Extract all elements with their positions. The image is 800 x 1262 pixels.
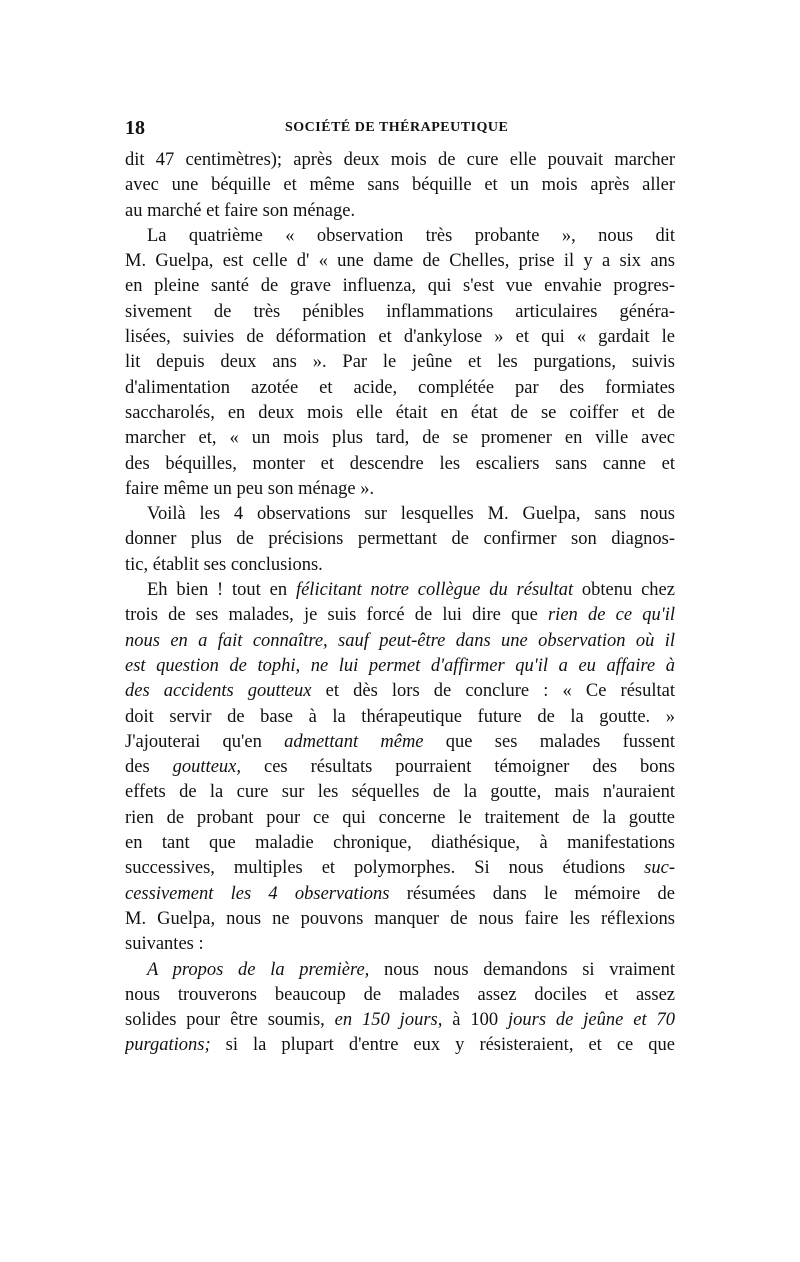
text-segment: trois de ses malades, je suis forcé de lui dire que (125, 605, 548, 626)
text-line (125, 654, 675, 679)
text-line (125, 553, 675, 578)
text-segment: faire même un peu son ménage ». (125, 478, 375, 499)
text-segment: sivement de très pénibles inflammations articulaires généra- (125, 301, 675, 322)
text-segment: suivantes : (125, 934, 204, 955)
text-line (125, 527, 675, 552)
italic-text-segment: en 150 jours, (334, 1010, 443, 1031)
italic-text-segment: est question de tophi, ne lui permet d'affirmer qu'il a eu affaire à (125, 655, 675, 676)
text-segment: en pleine santé de grave influenza, qui s'est vue envahie progres- (125, 276, 675, 297)
text-line (125, 958, 675, 983)
text-line (125, 806, 675, 831)
text-segment: M. Guelpa, est celle d' « une dame de Chelles, prise il y a six ans (125, 251, 675, 272)
text-segment: lit depuis deux ans ». Par le jeûne et les purgations, suivis (125, 352, 675, 373)
text-segment: obtenu chez (573, 580, 675, 601)
text-segment: que ses malades fussent (423, 731, 675, 752)
italic-text-segment: nous en a fait connaître, sauf peut-être dans une observation où il (125, 630, 675, 651)
text-segment: La quatrième « observation très probante », nous dit (147, 225, 675, 246)
text-line (125, 173, 675, 198)
text-line (125, 932, 675, 957)
running-head: SOCIÉTÉ DE THÉRAPEUTIQUE (285, 120, 509, 135)
text-line (125, 325, 675, 350)
text-segment: d'alimentation azotée et acide, complétée par des formiates (125, 377, 675, 398)
text-line (125, 856, 675, 881)
text-segment: lisées, suivies de déformation et d'ankylose » et qui « gardait le (125, 327, 675, 348)
text-line (125, 907, 675, 932)
text-segment: en tant que maladie chronique, diathésique, à manifestations (125, 833, 675, 854)
text-segment: rien de probant pour ce qui concerne le traitement de la goutte (125, 807, 675, 828)
italic-text-segment: cessivement les 4 observations (125, 883, 390, 904)
text-line (125, 401, 675, 426)
text-segment: au marché et faire son ménage. (125, 200, 356, 221)
text-segment: résumées dans le mémoire de (389, 883, 675, 904)
body-text (125, 148, 675, 1059)
text-line (125, 755, 675, 780)
text-segment: Voilà les 4 observations sur lesquelles M. Guelpa, sans nous (147, 504, 675, 525)
text-line (125, 300, 675, 325)
italic-text-segment: félicitant notre collègue du résultat (295, 580, 574, 601)
text-line (125, 882, 675, 907)
text-segment: donner plus de précisions permettant de confirmer son diagnos- (125, 529, 675, 550)
text-line (125, 730, 675, 755)
text-line (125, 350, 675, 375)
text-line (125, 426, 675, 451)
italic-text-segment: A propos de la première, (147, 959, 370, 980)
text-segment: saccharolés, en deux mois elle était en état de se coiffer et de (125, 402, 675, 423)
italic-text-segment: admettant même (284, 731, 424, 752)
text-segment: si la plupart d'entre eux y résisteraient, et ce que (210, 1035, 675, 1056)
text-line (125, 376, 675, 401)
text-line (125, 831, 675, 856)
text-segment: et dès lors de conclure : « Ce résultat (311, 681, 675, 702)
text-segment: des béquilles, monter et descendre les escaliers sans canne et (125, 453, 675, 474)
text-segment: des (125, 757, 173, 778)
text-segment: M. Guelpa, nous ne pouvons manquer de nous faire les réflexions (125, 908, 675, 929)
text-line (125, 502, 675, 527)
text-segment: nous nous demandons si vraiment (369, 959, 675, 980)
text-segment: solides pour être soumis, (125, 1010, 335, 1031)
text-segment: ces résultats pourraient témoigner des bons (241, 757, 675, 778)
text-line (125, 780, 675, 805)
italic-text-segment: rien de ce qu'il (547, 605, 675, 626)
text-line (125, 705, 675, 730)
text-line (125, 983, 675, 1008)
text-line (125, 1033, 675, 1058)
text-line (125, 477, 675, 502)
text-segment: nous trouverons beaucoup de malades assez dociles et assez (125, 984, 675, 1005)
text-line (125, 679, 675, 704)
text-line (125, 578, 675, 603)
text-segment: Eh bien ! tout en (147, 580, 296, 601)
text-line (125, 224, 675, 249)
italic-text-segment: suc- (644, 858, 675, 879)
text-segment: avec une béquille et même sans béquille et un mois après aller (125, 175, 675, 196)
page-number: 18 (125, 117, 145, 139)
text-segment: à 100 (442, 1010, 508, 1031)
text-segment: marcher et, « un mois plus tard, de se promener en ville avec (125, 428, 675, 449)
italic-text-segment: purgations; (125, 1035, 211, 1056)
page-header (125, 114, 675, 142)
text-segment: tic, établit ses conclusions. (125, 554, 323, 575)
text-line (125, 629, 675, 654)
italic-text-segment: goutteux, (172, 757, 241, 778)
text-line (125, 452, 675, 477)
text-line (125, 148, 675, 173)
text-segment: dit 47 centimètres); après deux mois de cure elle pouvait marcher (125, 150, 675, 170)
text-segment: J'ajouterai qu'en (125, 731, 285, 752)
text-line (125, 1008, 675, 1033)
text-line (125, 249, 675, 274)
italic-text-segment: jours de jeûne et 70 (508, 1010, 675, 1031)
text-line (125, 603, 675, 628)
text-line (125, 274, 675, 299)
text-segment: successives, multiples et polymorphes. Si nous étudions (125, 858, 645, 879)
text-segment: doit servir de base à la thérapeutique future de la goutte. » (125, 706, 675, 727)
text-line (125, 199, 675, 224)
text-segment: effets de la cure sur les séquelles de la goutte, mais n'auraient (125, 782, 675, 803)
italic-text-segment: des accidents goutteux (125, 681, 312, 702)
